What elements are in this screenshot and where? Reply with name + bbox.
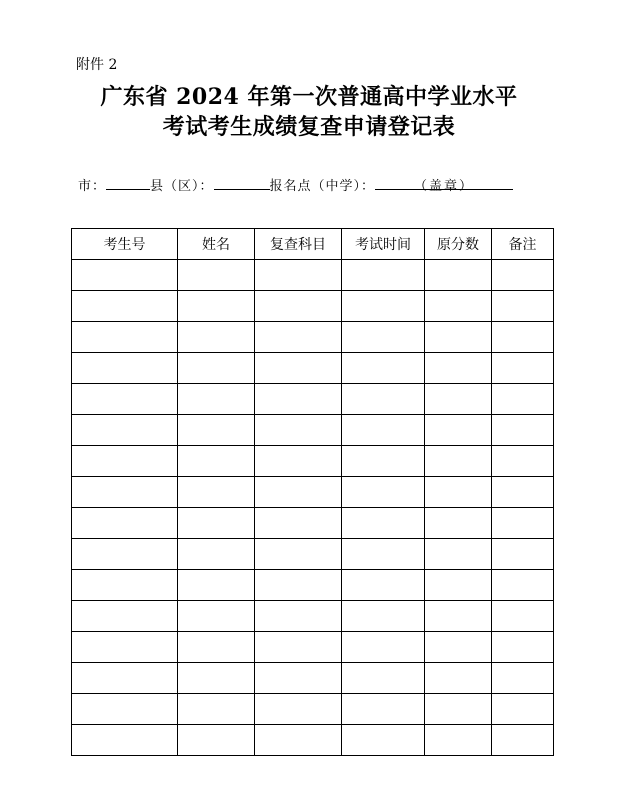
table-cell[interactable]: [425, 601, 492, 632]
header-remarks: 备注: [492, 229, 554, 260]
table-cell[interactable]: [72, 663, 178, 694]
table-cell[interactable]: [425, 663, 492, 694]
table-cell[interactable]: [425, 415, 492, 446]
seal-label: （盖章）: [414, 179, 475, 194]
reg-point-label: 报名点（中学）：: [269, 179, 376, 194]
table-cell[interactable]: [178, 446, 255, 477]
table-cell[interactable]: [255, 415, 342, 446]
table-cell[interactable]: [425, 322, 492, 353]
table-cell[interactable]: [178, 601, 255, 632]
table-cell[interactable]: [342, 322, 425, 353]
header-name: 姓名: [178, 229, 255, 260]
table-cell[interactable]: [255, 508, 342, 539]
table-cell[interactable]: [72, 446, 178, 477]
table-cell[interactable]: [255, 353, 342, 384]
table-row: [72, 322, 554, 353]
table-cell[interactable]: [492, 384, 554, 415]
table-row: [72, 663, 554, 694]
table-cell[interactable]: [72, 539, 178, 570]
table-cell[interactable]: [492, 632, 554, 663]
table-cell[interactable]: [342, 446, 425, 477]
table-cell[interactable]: [425, 291, 492, 322]
table-cell[interactable]: [255, 601, 342, 632]
application-table: [71, 228, 554, 756]
table-row: [72, 539, 554, 570]
table-cell[interactable]: [425, 632, 492, 663]
table-cell[interactable]: [72, 601, 178, 632]
table-cell[interactable]: [72, 477, 178, 508]
table-cell[interactable]: [178, 694, 255, 725]
table-cell[interactable]: [255, 632, 342, 663]
table-cell[interactable]: [492, 322, 554, 353]
table-cell[interactable]: [72, 384, 178, 415]
table-cell[interactable]: [492, 291, 554, 322]
table-cell[interactable]: [255, 539, 342, 570]
table-row: [72, 632, 554, 663]
table-cell[interactable]: [72, 570, 178, 601]
table-cell[interactable]: [178, 508, 255, 539]
table-cell[interactable]: [72, 508, 178, 539]
table-cell[interactable]: [255, 446, 342, 477]
table-cell[interactable]: [178, 632, 255, 663]
table-row: [72, 384, 554, 415]
header-original-score: 原分数: [425, 229, 492, 260]
table-cell[interactable]: [425, 353, 492, 384]
form-title-line-2: 考试考生成绩复查申请登记表: [162, 114, 456, 140]
table-cell[interactable]: [492, 601, 554, 632]
info-line: [78, 175, 513, 194]
table-cell[interactable]: [72, 322, 178, 353]
table-cell[interactable]: [72, 260, 178, 291]
table-cell[interactable]: [492, 415, 554, 446]
table-row: [72, 291, 554, 322]
table-row: [72, 725, 554, 756]
table-cell[interactable]: [178, 353, 255, 384]
table-row: [72, 260, 554, 291]
table-cell[interactable]: [342, 260, 425, 291]
table-cell[interactable]: [255, 663, 342, 694]
table-row: [72, 477, 554, 508]
table-cell[interactable]: [178, 663, 255, 694]
header-review-subject: 复查科目: [255, 229, 342, 260]
table-cell[interactable]: [492, 477, 554, 508]
table-cell[interactable]: [425, 694, 492, 725]
table-cell[interactable]: [72, 415, 178, 446]
table-cell[interactable]: [72, 632, 178, 663]
table-cell[interactable]: [255, 725, 342, 756]
table-cell[interactable]: [255, 477, 342, 508]
table-cell[interactable]: [72, 725, 178, 756]
table-cell[interactable]: [342, 415, 425, 446]
table-cell[interactable]: [492, 539, 554, 570]
table-cell[interactable]: [178, 415, 255, 446]
table-cell[interactable]: [342, 663, 425, 694]
table-cell[interactable]: [342, 570, 425, 601]
table-body: [72, 260, 554, 756]
county-label: 县（区）：: [150, 179, 214, 194]
table-cell[interactable]: [178, 260, 255, 291]
table-cell[interactable]: [255, 260, 342, 291]
table-cell[interactable]: [72, 291, 178, 322]
table-cell[interactable]: [492, 570, 554, 601]
city-field[interactable]: [106, 175, 150, 190]
table-cell[interactable]: [425, 508, 492, 539]
table-cell[interactable]: [342, 353, 425, 384]
table-cell[interactable]: [425, 384, 492, 415]
header-exam-time: 考试时间: [342, 229, 425, 260]
table-cell[interactable]: [342, 291, 425, 322]
table-cell[interactable]: [492, 353, 554, 384]
reg-point-field[interactable]: [375, 175, 513, 194]
table-cell[interactable]: [178, 291, 255, 322]
table-cell[interactable]: [492, 725, 554, 756]
table-row: [72, 446, 554, 477]
table-row: [72, 601, 554, 632]
table-cell[interactable]: [255, 291, 342, 322]
table-cell[interactable]: [178, 384, 255, 415]
table-row: [72, 508, 554, 539]
table-cell[interactable]: [178, 570, 255, 601]
table-cell[interactable]: [492, 446, 554, 477]
header-exam-number: 考生号: [72, 229, 178, 260]
table-cell[interactable]: [425, 539, 492, 570]
table-row: [72, 694, 554, 725]
table-cell[interactable]: [492, 260, 554, 291]
table-row: [72, 415, 554, 446]
table-cell[interactable]: [425, 477, 492, 508]
table-cell[interactable]: [492, 663, 554, 694]
table-cell[interactable]: [425, 725, 492, 756]
table-cell[interactable]: [255, 570, 342, 601]
table-row: [72, 353, 554, 384]
attachment-label: 附件 2: [76, 57, 118, 73]
table-cell[interactable]: [492, 508, 554, 539]
table-cell[interactable]: [72, 353, 178, 384]
table-cell[interactable]: [178, 477, 255, 508]
table-cell[interactable]: [342, 477, 425, 508]
table-cell[interactable]: [342, 508, 425, 539]
table-cell[interactable]: [342, 601, 425, 632]
table-cell[interactable]: [342, 694, 425, 725]
table-cell[interactable]: [178, 322, 255, 353]
city-label: 市：: [78, 179, 107, 194]
table-cell[interactable]: [425, 260, 492, 291]
table-cell[interactable]: [255, 322, 342, 353]
table-cell[interactable]: [342, 725, 425, 756]
table-row: [72, 570, 554, 601]
table-cell[interactable]: [255, 694, 342, 725]
form-title-line-1: 广东省 2024 年第一次普通高中学业水平: [100, 84, 518, 110]
table-cell[interactable]: [425, 570, 492, 601]
table-cell[interactable]: [342, 384, 425, 415]
county-field[interactable]: [214, 175, 270, 190]
table-cell[interactable]: [342, 632, 425, 663]
table-cell[interactable]: [72, 694, 178, 725]
table-cell[interactable]: [425, 446, 492, 477]
table-cell[interactable]: [178, 539, 255, 570]
table-header-row: [72, 229, 554, 260]
table-cell[interactable]: [178, 725, 255, 756]
table-cell[interactable]: [255, 384, 342, 415]
table-cell[interactable]: [492, 694, 554, 725]
table-cell[interactable]: [342, 539, 425, 570]
